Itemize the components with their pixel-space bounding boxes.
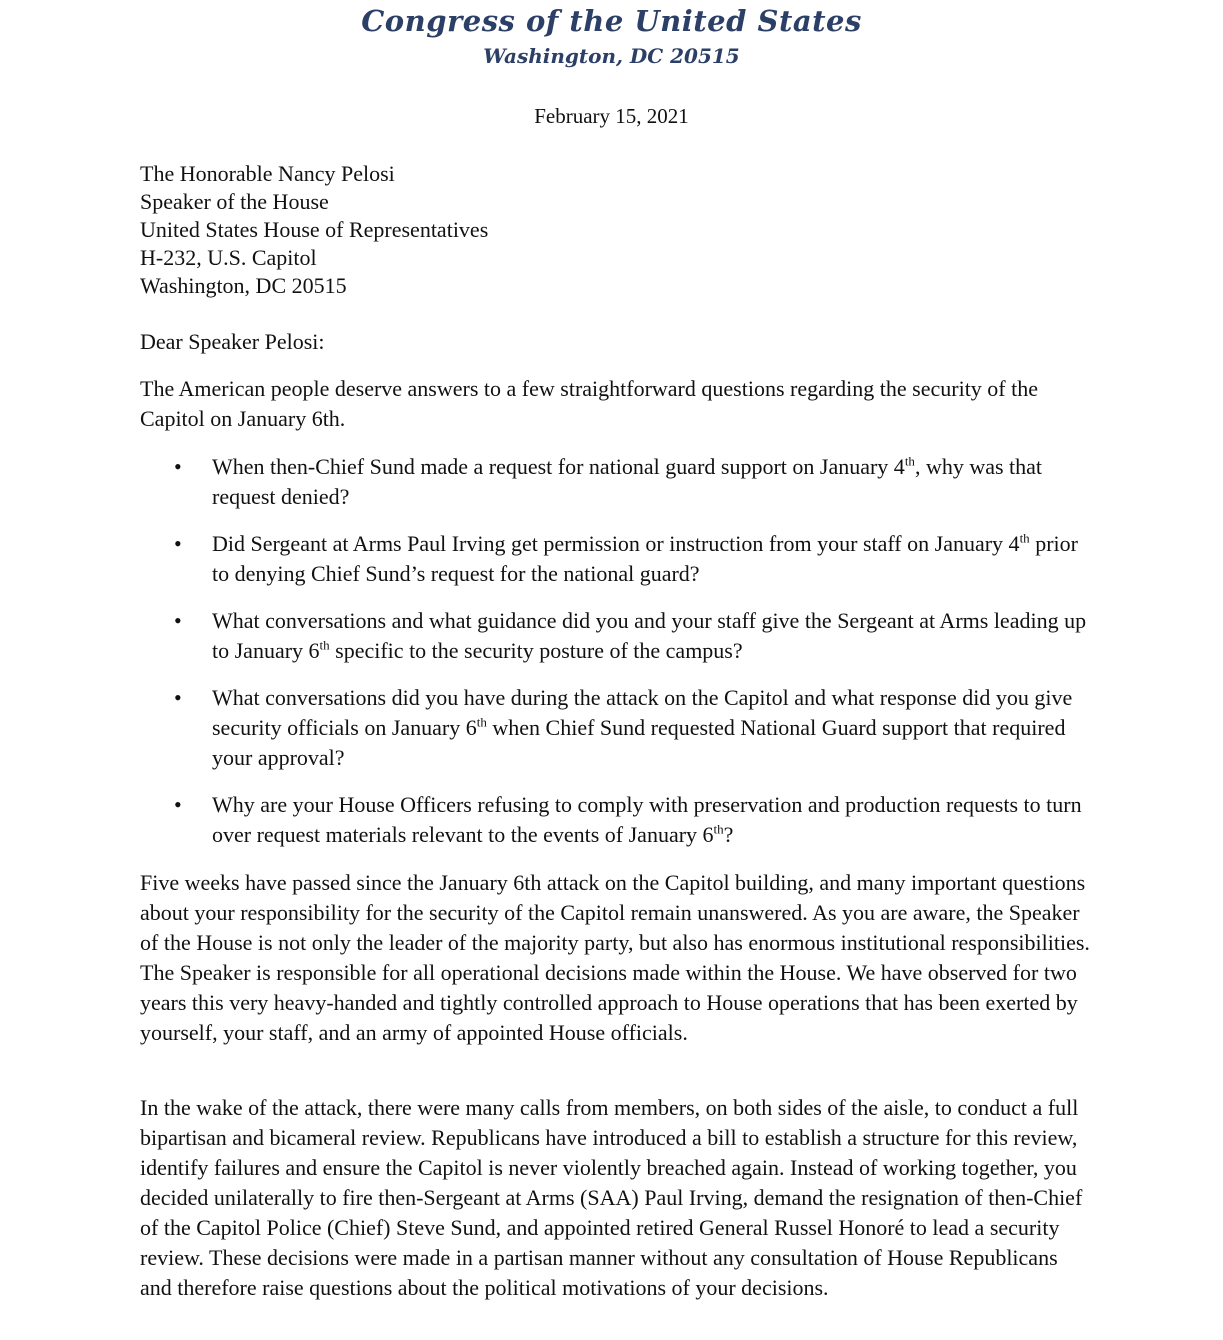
question-text: prior to denying Chief Sund’s request for the national guard? [212,531,1078,586]
question-text: What conversations did you have during the attack on the Capitol and what response did you give security officials on January 6 [212,685,1073,740]
address-line: United States House of Representatives [140,217,489,242]
question-text: specific to the security posture of the campus? [329,638,743,663]
ordinal-suffix: th [904,453,915,469]
address-line: Washington, DC 20515 [140,273,347,298]
question-text: What conversations and what guidance did you and your staff give the Sergeant at Arms leading up to January 6 [212,608,1087,663]
address-line: The Honorable Nancy Pelosi [140,161,395,186]
question-item [140,790,1100,850]
body-paragraph-1: Five weeks have passed since the January 6th attack on the Capitol building, and many important questions about your responsibility for the security of the Capitol remain unanswered. As you are aware, the Speaker of the House is not only the leader of the majority party, but also has enormous institutional responsibilities. The Speaker is responsible for all operational decisions made within the House. We have observed for two years this very heavy-handed and tightly controlled approach to House operations that has been exerted by yourself, your staff, and an army of appointed House officials. [140,870,1090,1045]
question-text: When then-Chief Sund made a request for national guard support on January 4 [212,454,905,479]
question-item [140,529,1100,589]
address-line: H-232, U.S. Capitol [140,245,317,270]
recipient-address [140,160,1090,300]
ordinal-suffix: th [319,637,330,653]
letter-date: February 15, 2021 [534,104,689,128]
question-text: ? [723,822,734,847]
intro-paragraph: The American people deserve answers to a few straightforward questions regarding the security of the Capitol on January 6th. [140,376,1039,431]
ordinal-suffix: th [1019,530,1030,546]
question-text: , why was that request denied? [212,454,1043,509]
bullet-icon: • [174,454,182,479]
question-text: when Chief Sund requested National Guard support that required your approval? [212,715,1066,770]
body-paragraph-2: In the wake of the attack, there were many calls from members, on both sides of the aisle, to conduct a full bipartisan and bicameral review. Republicans have introduced a bill to establish a structure for this review, identify failures and ensure the Capitol is never violently breached again. Instead of working together, you decided unilaterally to fire then-Sergeant at Arms (SAA) Paul Irving, demand the resignation of then-Chief of the Capitol Police (Chief) Steve Sund, and appointed retired General Russel Honoré to lead a security review. These decisions were made in a partisan manner without any consultation of House Republicans and therefore raise questions about the political motivations of your decisions. [140,1095,1083,1300]
bullet-icon: • [174,531,182,556]
address-line: Speaker of the House [140,189,329,214]
question-text: Did Sergeant at Arms Paul Irving get permission or instruction from your staff on January 4 [212,531,1020,556]
question-item [140,452,1100,512]
ordinal-suffix: th [713,821,724,837]
salutation: Dear Speaker Pelosi: [140,329,325,354]
bullet-icon: • [174,685,182,710]
bullet-icon: • [174,608,182,633]
letterhead-city: Washington, DC 20515 [483,44,740,68]
question-item [140,683,1100,773]
question-list [140,452,1100,867]
letterhead-title: Congress of the United States [361,4,862,38]
bullet-icon: • [174,792,182,817]
question-text: Why are your House Officers refusing to comply with preservation and production requests to turn over request materials relevant to the events of January 6 [212,792,1082,847]
ordinal-suffix: th [476,714,487,730]
question-item [140,606,1100,666]
